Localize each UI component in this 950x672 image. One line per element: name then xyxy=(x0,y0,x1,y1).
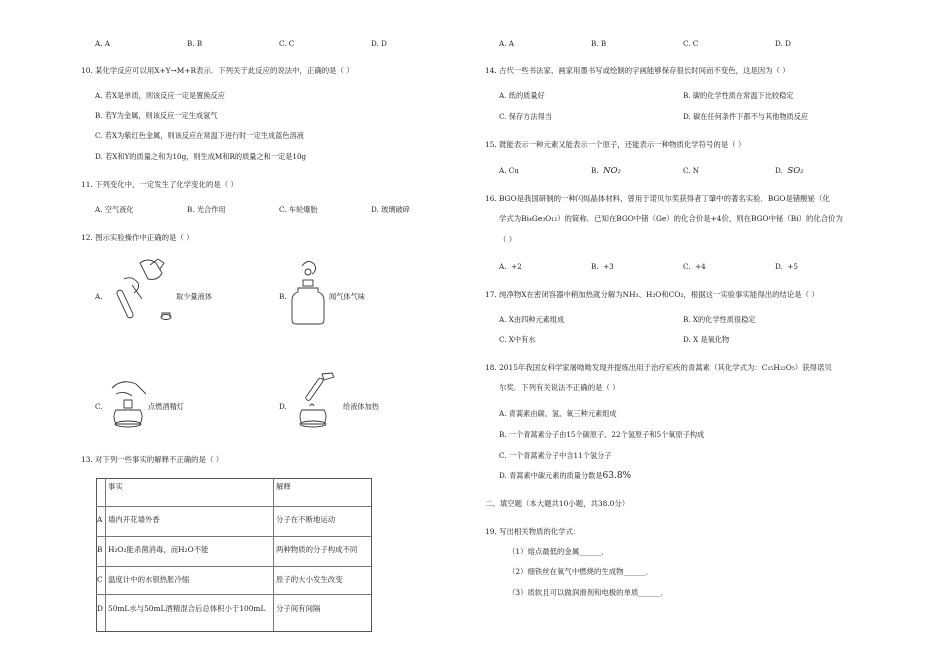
smell-gas-illustration xyxy=(288,258,330,326)
q17-option-d[interactable]: D. X 是氧化物 xyxy=(683,335,730,344)
question-18-line-1: 18. 2015年我国女科学家屠呦呦发现并提炼出用于治疗疟疾的青蒿素（其化学式为：C₁₅H₂₂O₅）获得诺贝 xyxy=(485,363,832,372)
option-b[interactable]: B. B xyxy=(187,39,203,48)
q16-option-b-letter: B. xyxy=(591,262,599,271)
q18-option-b[interactable]: B. 一个青蒿素分子由15个碳原子、22个氢原子和5个氧原子构成 xyxy=(499,430,705,439)
formula-so2: SO₂ xyxy=(787,166,804,176)
q10-option-d[interactable]: D. 若X和Y的质量之和为10g，则生成M和R的质量之和一定是10g xyxy=(95,152,307,161)
q15-option-d[interactable] xyxy=(775,166,804,176)
q18-option-d-text: D. 青蒿素中碳元素的质量分数是 xyxy=(499,471,603,480)
q18-option-d[interactable] xyxy=(499,471,631,481)
q10-option-c[interactable]: C. 若X为紫红色金属，则该反应在常温下进行时一定生成蓝色溶液 xyxy=(95,131,304,140)
pour-liquid-illustration xyxy=(110,255,180,330)
q10-option-a[interactable]: A. 若X是单质，则该反应一定是置换反应 xyxy=(95,91,225,100)
q17-option-b[interactable]: B. X的化学性质很稳定 xyxy=(683,315,756,324)
q12-option-c-letter[interactable]: C. xyxy=(95,402,103,411)
question-13-stem: 13. 对下列一些事实的解释不正确的是（ ） xyxy=(81,455,224,464)
q16-option-d-letter: D. xyxy=(775,262,783,271)
q14-option-a[interactable]: A. 纸的质量好 xyxy=(499,91,545,100)
q16-option-c-letter: C. xyxy=(683,262,691,271)
q17-option-c[interactable]: C. X中有水 xyxy=(499,335,536,344)
q16-option-b[interactable] xyxy=(591,262,614,272)
q19-blank-1[interactable]: （1）熔点最低的金属______． xyxy=(508,547,609,556)
question-16-line-3: （ ） xyxy=(499,235,517,244)
table-row-c-fact: 温度计中的水银热胀冷缩 xyxy=(108,575,190,584)
option-c[interactable]: C. C xyxy=(683,39,699,48)
q14-option-c[interactable]: C. 保存方法得当 xyxy=(499,112,552,121)
q19-blank-3[interactable]: （3）质软且可以做润滑剂和电极的单质______． xyxy=(508,588,668,597)
q16-value-d: +5 xyxy=(787,262,798,271)
q12-caption-a: 取少量液体 xyxy=(176,292,212,301)
question-11-stem: 11. 下列变化中，一定发生了化学变化的是（ ） xyxy=(81,180,238,189)
q14-option-b[interactable]: B. 碳的化学性质在常温下比较稳定 xyxy=(683,91,794,100)
q14-option-d[interactable]: D. 碳在任何条件下都不与其他物质反应 xyxy=(683,112,809,121)
question-14-stem: 14. 古代一些书法家、画家用墨书写或绘制的字画能够保存很长时间而不变色，这是因为（ ） xyxy=(485,66,790,75)
table-row-b-label: B xyxy=(97,545,103,554)
q16-option-c[interactable] xyxy=(683,262,706,272)
q19-blank-2[interactable]: （2）细铁丝在氧气中燃烧的生成物______． xyxy=(508,567,654,576)
option-b[interactable]: B. B xyxy=(591,39,607,48)
q16-value-c: +4 xyxy=(695,262,706,271)
question-19-stem: 19. 写出相关物质的化学式： xyxy=(485,527,581,536)
table-row-a-label: A xyxy=(97,515,103,524)
table-row-a-fact: 墙内开花墙外香 xyxy=(108,515,160,524)
q12-caption-b: 闻气体气味 xyxy=(329,292,365,301)
q15-option-d-letter: D. xyxy=(775,166,783,175)
q11-option-c[interactable]: C. 车轮爆胎 xyxy=(279,205,318,214)
heat-liquid-illustration xyxy=(292,372,340,432)
q11-option-b[interactable]: B. 光合作用 xyxy=(187,205,226,214)
q11-option-d[interactable]: D. 玻璃破碎 xyxy=(371,205,410,214)
section-fill-in-header: 二、填空题（本大题共10小题，共38.0分） xyxy=(485,499,630,508)
table-row-d-fact: 50mL水与50mL酒精混合后总体积小于100mL xyxy=(108,604,266,613)
q17-option-a[interactable]: A. X由四种元素组成 xyxy=(499,315,565,324)
table-row-b-fact: H₂O₂能杀菌消毒，而H₂O不能 xyxy=(108,545,209,554)
question-16-line-1: 16. BGO是我国研制的一种闪烁晶体材料，曾用于诺贝尔奖获得者丁肇中的著名实验．BGO是锗酸铋（化 xyxy=(485,194,830,203)
table-header-explanation: 解释 xyxy=(276,482,291,491)
q18-option-c[interactable]: C. 一个青蒿素分子中含11个氢分子 xyxy=(499,451,612,460)
option-a[interactable]: A. A xyxy=(95,39,110,48)
option-a[interactable]: A. A xyxy=(499,39,514,48)
q18-option-a[interactable]: A. 青蒿素由碳、氢、氧三种元素组成 xyxy=(499,409,617,418)
q10-option-b[interactable]: B. 若Y为金属，则该反应一定生成氢气 xyxy=(95,111,218,120)
question-12-stem: 12. 图示实验操作中正确的是（ ） xyxy=(81,233,194,242)
q15-option-b[interactable] xyxy=(591,166,621,176)
q11-option-a[interactable]: A. 空气液化 xyxy=(95,205,134,214)
table-row-d-label: D xyxy=(97,604,103,613)
formula-no2: NO₂ xyxy=(603,166,621,176)
q16-option-a[interactable] xyxy=(499,262,522,272)
q15-option-b-letter: B. xyxy=(591,166,599,175)
question-10-stem: 10. 某化学反应可以用X+Y→M+R表示．下列关于此反应的说法中，正确的是（ ） xyxy=(81,66,354,75)
q16-value-b: +3 xyxy=(603,262,614,271)
q16-option-a-letter: A. xyxy=(499,262,507,271)
q12-option-b-letter[interactable]: B. xyxy=(279,292,287,301)
table-row-c-explanation: 原子的大小发生改变 xyxy=(276,575,343,584)
table-header-fact: 事实 xyxy=(108,482,123,491)
table-row-d-explanation: 分子间有间隔 xyxy=(276,604,321,613)
question-15-stem: 15. 既能表示一种元素又能表示一个原子，还能表示一种物质化学符号的是（ ） xyxy=(485,140,746,149)
q16-option-d[interactable] xyxy=(775,262,798,272)
option-d[interactable]: D. D xyxy=(371,39,387,48)
table-row-c-label: C xyxy=(97,575,103,584)
q16-value-a: +2 xyxy=(511,262,522,271)
q12-option-d-letter[interactable]: D. xyxy=(279,402,287,411)
carbon-mass-fraction: 63.8% xyxy=(602,471,632,481)
q12-option-a-letter[interactable]: A. xyxy=(95,292,103,301)
q15-option-a[interactable]: A. Cu xyxy=(499,166,519,175)
question-18-line-2: 尔奖．下列有关说法不正确的是（ ） xyxy=(499,383,620,392)
light-alcohol-lamp-illustration xyxy=(108,378,152,430)
q12-caption-d: 给液体加热 xyxy=(343,402,379,411)
q12-caption-c: 点燃酒精灯 xyxy=(148,402,184,411)
question-17-stem: 17. 纯净物X在密闭容器中稍加热就分解为NH₃、H₂O和CO₂，根据这一实验事实能得出的结论是（ ） xyxy=(485,290,819,299)
option-d[interactable]: D. D xyxy=(775,39,791,48)
table-row-b-explanation: 两种物质的分子构成不同 xyxy=(276,545,358,554)
q15-option-c[interactable]: C. N xyxy=(683,166,700,175)
table-row-a-explanation: 分子在不断地运动 xyxy=(276,515,336,524)
question-16-line-2: 学式为Bi₄Ge₃O₁₂）的简称．已知在BGO中锗（Ge）的化合价是+4价，则在BGO中铋（Bi）的化合价为 xyxy=(499,214,843,223)
option-c[interactable]: C. C xyxy=(279,39,295,48)
